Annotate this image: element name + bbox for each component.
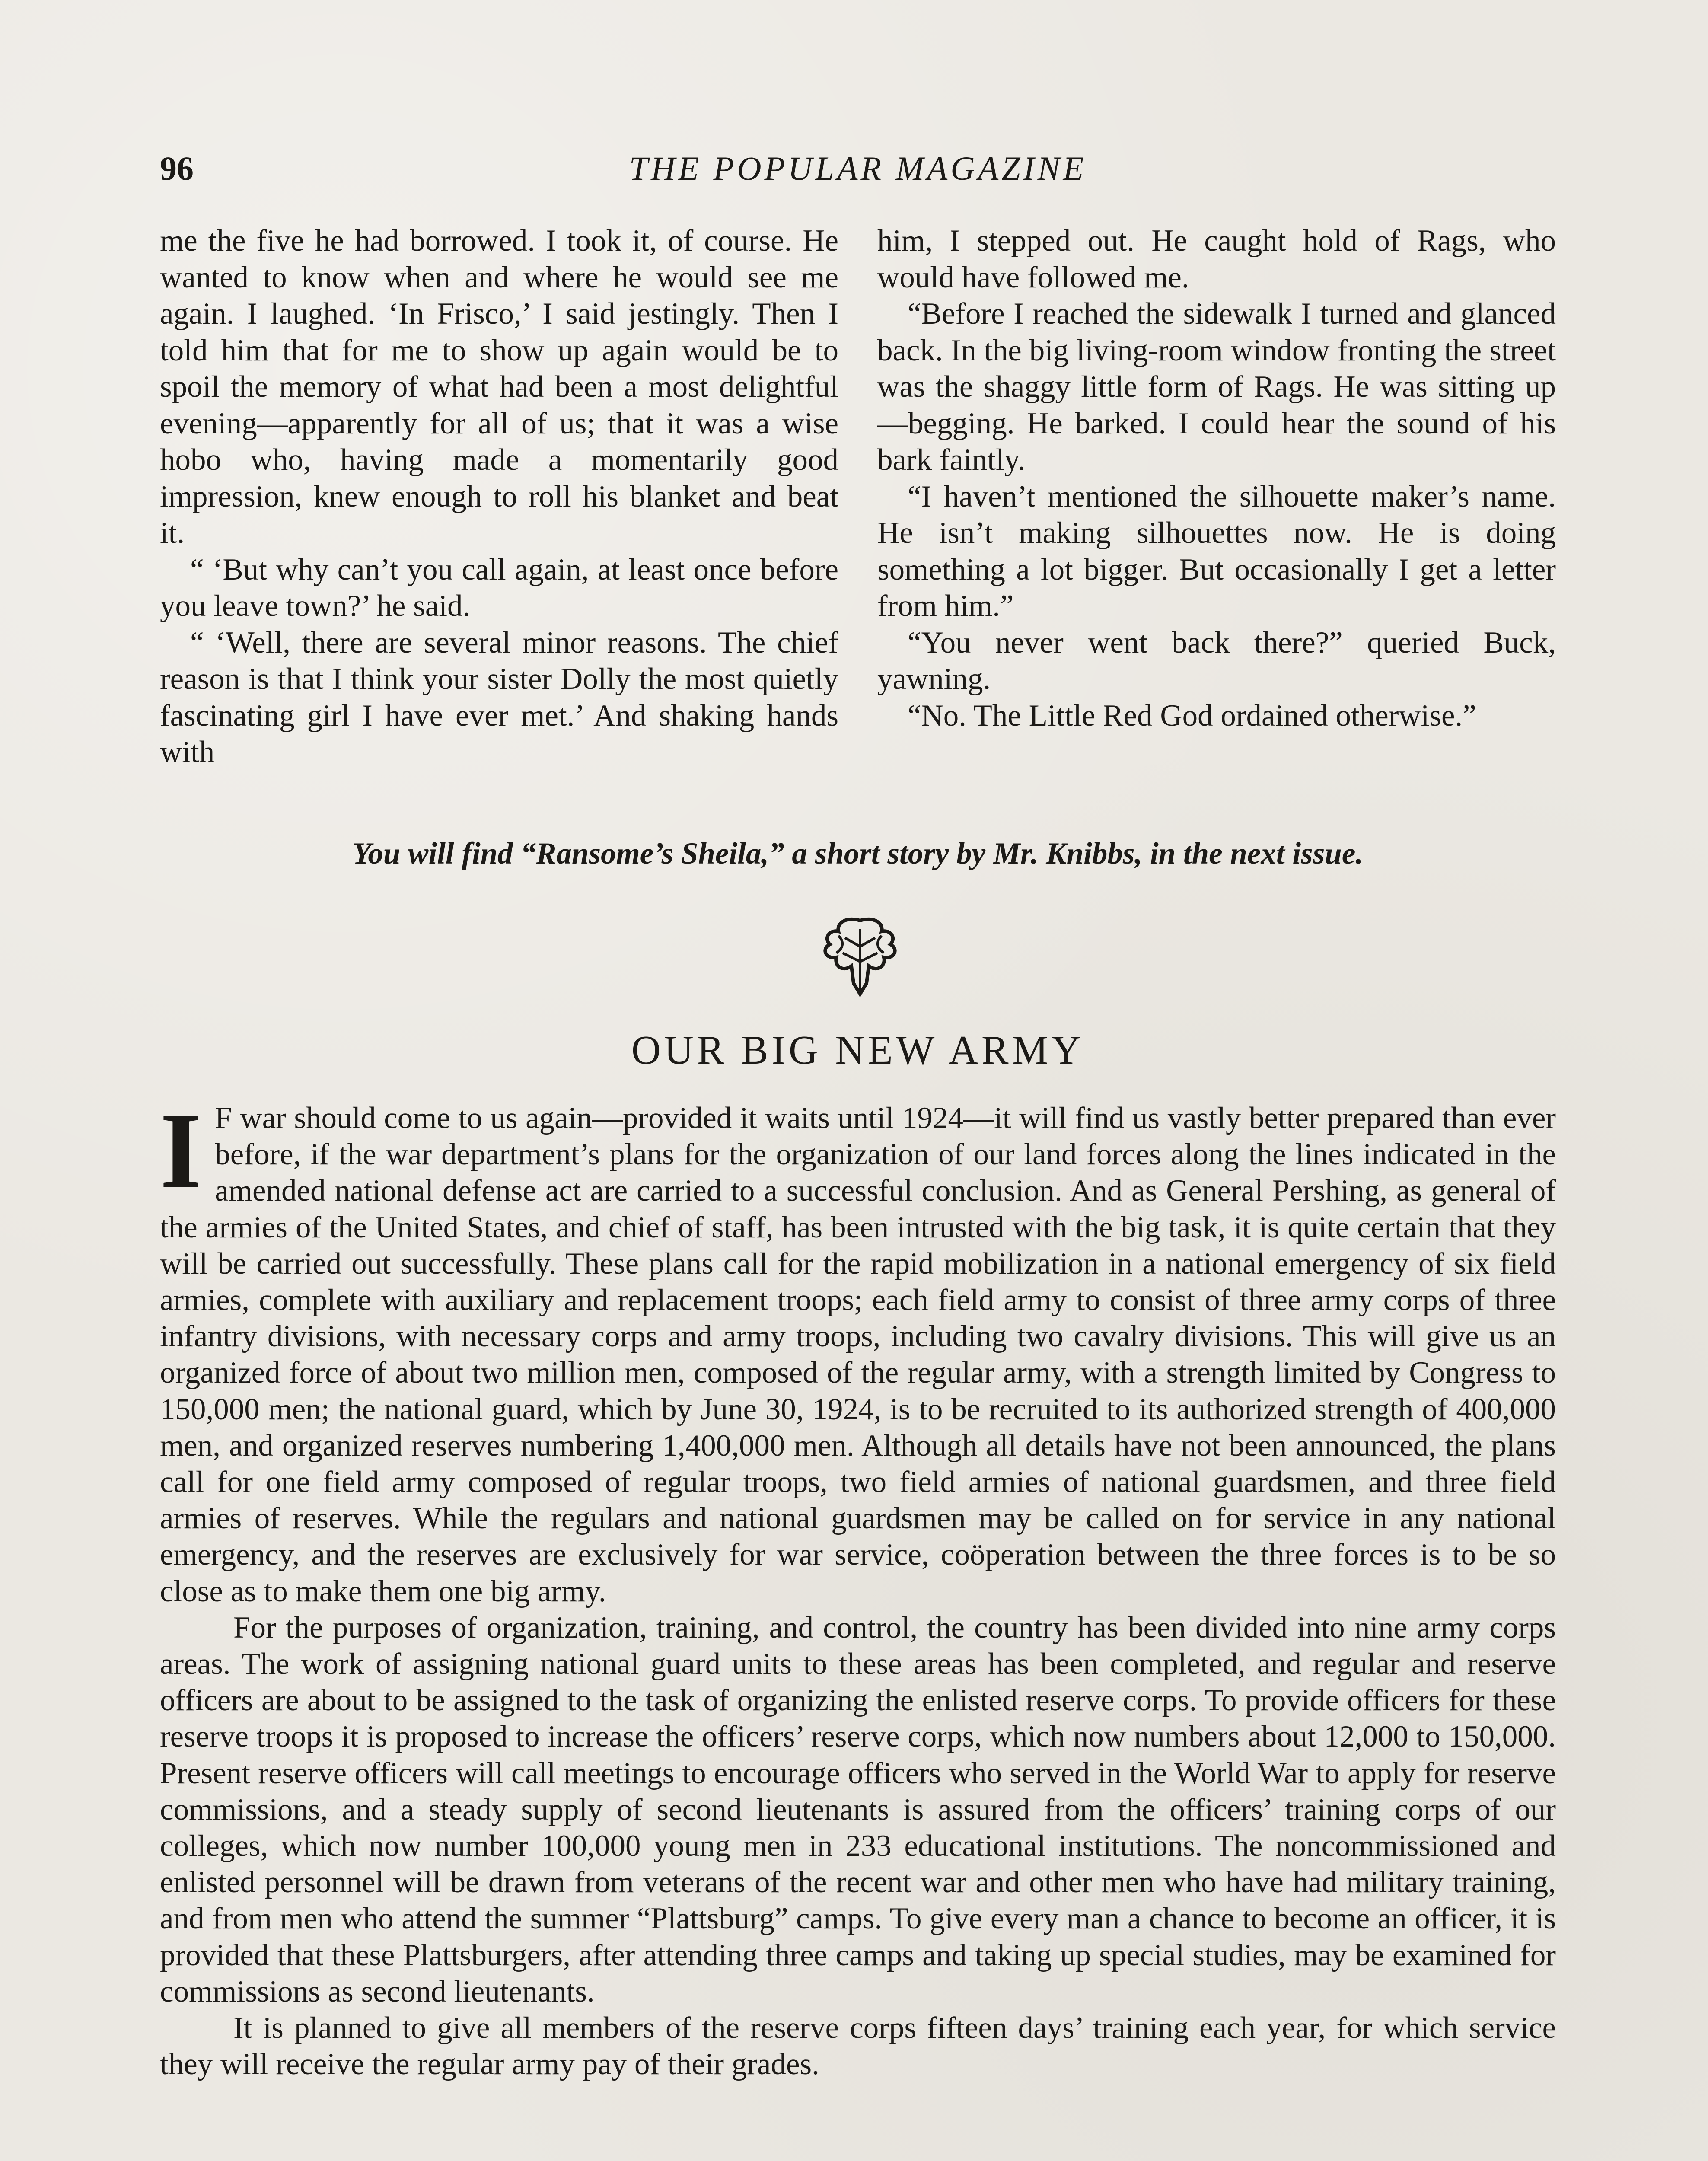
paragraph: “I haven’t mentioned the silhouette maker’s name. He isn’t making silhouettes now. He is doing something a lot bigger. But occasionally I get a letter from him.” xyxy=(877,479,1556,623)
left-column xyxy=(160,223,838,771)
paragraph: “Before I reached the sidewalk I turned and glanced back. In the big living-room window fronting the street was the shaggy little form of Rags. He was sitting up—begging. He barked. I could hear the sound of his bark faintly. xyxy=(877,297,1556,477)
page-number: 96 xyxy=(160,150,194,187)
paragraph: For the purposes of organization, training, and control, the country has been divided into nine army corps areas. The work of assigning national guard units to these areas has been completed, and regular and reserve officers are about to be assigned to the task of organizing the enlisted reserve corps. To provide officers for these reserve troops it is proposed to increase the officers’ reserve corps, which now numbers about 12,000 to 150,000. Present reserve officers will call meetings to encourage officers who served in the World War to apply for reserve commissions, and a steady supply of second lieutenants is assured from the officers’ training corps of our colleges, which now number 100,000 young men in 233 educational institutions. The noncommissioned and enlisted personnel will be drawn from veterans of the recent war and other men who have had military training, and from men who attend the summer “Plattsburg” camps. To give every man a chance to become an officer, it is provided that these Plattsburgers, after attending three camps and taking up special studies, may be examined for commissions as second lieutenants. xyxy=(160,1610,1556,2008)
drop-cap: I xyxy=(160,1091,202,1211)
paragraph: It is planned to give all members of the reserve corps fifteen days’ training each year, for which service they will receive the regular army pay of their grades. xyxy=(160,2011,1556,2081)
paragraph: “You never went back there?” queried Buck, yawning. xyxy=(877,625,1556,696)
next-issue-note: You will find “Ransome’s Sheila,” a short story by Mr. Knibbs, in the next issue. xyxy=(352,837,1364,870)
article-title: OUR BIG NEW ARMY xyxy=(631,1028,1085,1073)
paragraph: me the five he had borrowed. I took it, of course. He wanted to know when and where he would see me again. I laughed. ‘In Frisco,’ I said jestingly. Then I told him that for me to show up again would be to spoil the memory of what had been a most delightful evening—apparently for all of us; that it was a wise hobo who, having made a momentarily good impression, knew enough to roll his blanket and beat it. xyxy=(160,224,838,550)
paragraph xyxy=(160,1091,1556,1610)
paragraph: “ ‘Well, there are several minor reasons. The chief reason is that I think your sister Dolly the most quietly fascinating girl I have ever met.’ And shaking hands with xyxy=(160,625,838,769)
page-header xyxy=(160,143,1556,194)
running-title: THE POPULAR MAGAZINE xyxy=(629,150,1087,187)
paragraph-text: F war should come to us again—provided it waits until 1924—it will find us vastly better prepared than ever before, if the war department’s plans for the organization of our land forces along the lines indicated in the amended national defense act are carried to a successful conclusion. And as General Pershing, as general of the armies of the United States, and chief of staff, has been intrusted with the big task, it is quite certain that they will be carried out successfully. These plans call for the rapid mobilization in a national emergency of six field armies, complete with auxiliary and replacement troops; each field army to consist of three army corps of three infantry divisions, with necessary corps and army troops, including two cavalry divisions. This will give us an organized force of about two million men, composed of the regular army, with a strength limited by Congress to 150,000 men; the national guard, which by June 30, 1924, is to be recruited to its authorized strength of 400,000 men, and organized reserves numbering 1,400,000 men. Although all details have not been announced, the plans call for one field army composed of regular troops, two field armies of national guardsmen, and three field armies of reserves. While the regulars and national guardsmen may be called on for service in any national emergency, and the reserves are exclusively for war service, coöperation between the three forces is to be so close as to make them one big army. xyxy=(160,1101,1556,1608)
story-ending xyxy=(160,223,1556,810)
paragraph: “ ‘But why can’t you call again, at least once before you leave town?’ he said. xyxy=(160,552,838,623)
leaf-ornament-icon xyxy=(813,912,908,998)
article-body xyxy=(160,1091,1556,2082)
paragraph: him, I stepped out. He caught hold of Rags, who would have followed me. xyxy=(877,224,1556,294)
right-column xyxy=(877,223,1556,734)
paragraph: “No. The Little Red God ordained otherwise.” xyxy=(908,698,1476,733)
